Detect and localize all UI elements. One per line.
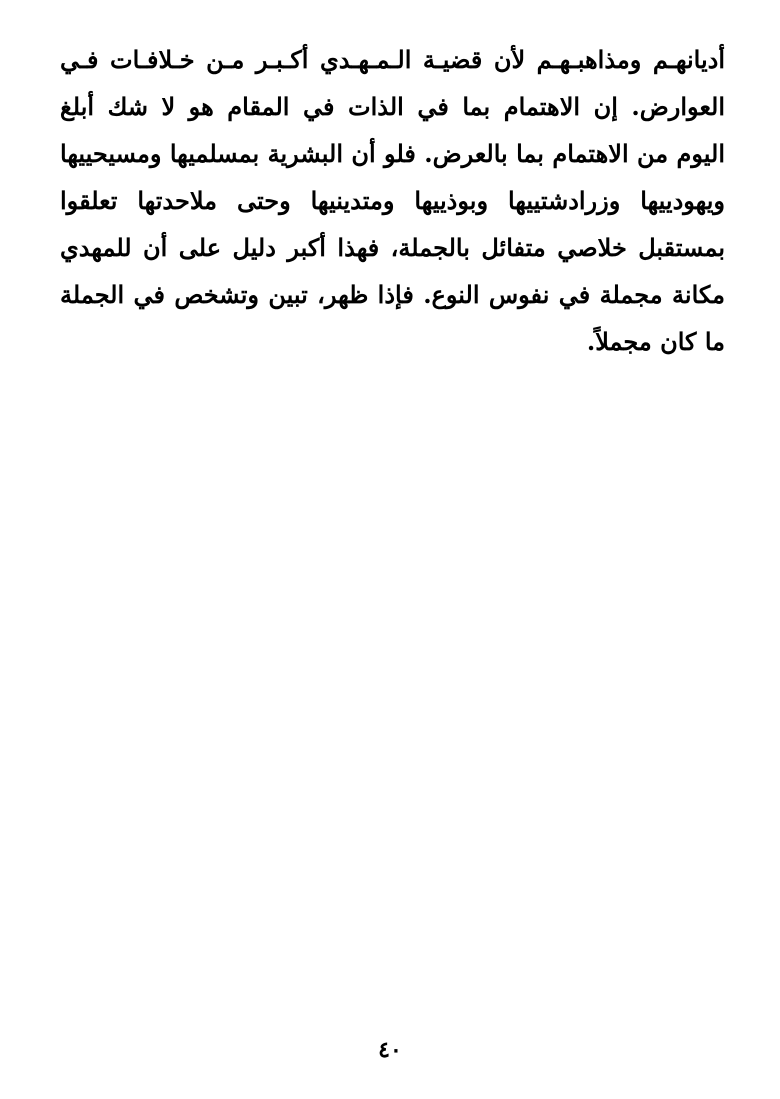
paragraph-line-7: ما كان مجملاً. [586, 327, 725, 356]
paragraph-line-6: مكانة مجملة في نفوس النوع. فإذا ظهر، تبين وتشخص في الجملة [60, 280, 725, 309]
paragraph-line-5: بمستقبل خلاصي متفائل بالجملة، فهذا أكبر دليل على أن للمهدي [60, 233, 725, 262]
body-paragraph [60, 36, 725, 365]
paragraph-line-4: ويهودييها وزرادشتييها وبوذييها ومتدينيها وحتى ملاحدتها تعلقوا [60, 186, 725, 215]
page-number: ٤٠ [378, 1037, 402, 1063]
paragraph-line-2: العوارض. إن الاهتمام بما في الذات في المقام هو لا شك أبلغ [60, 92, 726, 121]
paragraph-line-3: اليوم من الاهتمام بما بالعرض. فلو أن البشرية بمسلميها ومسيحييها [60, 139, 725, 168]
paragraph-line-1: أديانهـم ومذاهبـهـم لأن قضيـة الـمـهـدي أكـبـر مـن خـلافـات فـي [60, 45, 725, 74]
